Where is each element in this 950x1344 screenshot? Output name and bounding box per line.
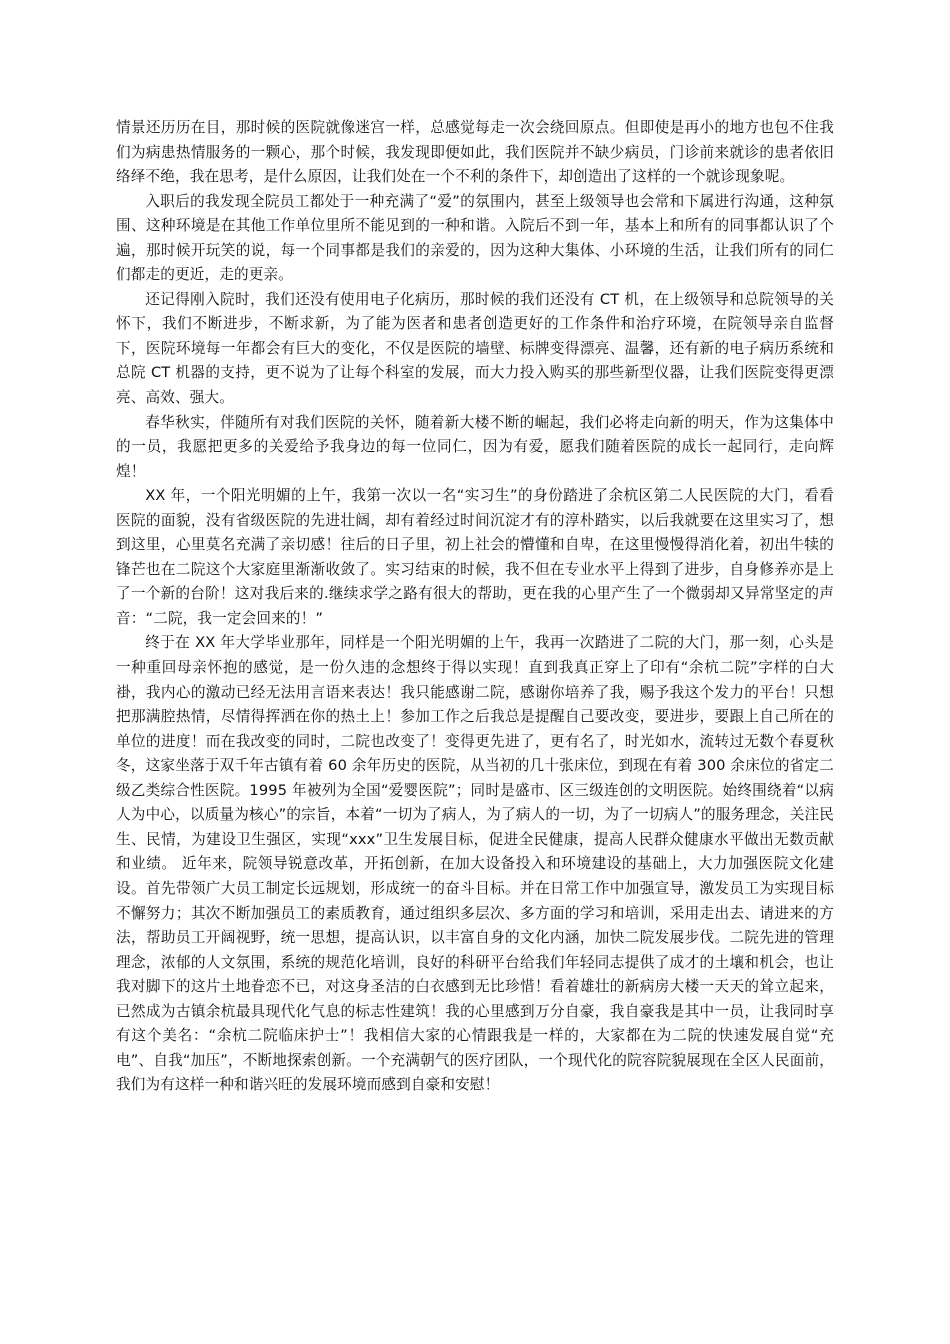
paragraph-5: XX 年，一个阳光明媚的上午，我第一次以一名“实习生”的身份踏进了余杭区第二人民医院的大门，看看医院的面貌，没有省级医院的先进壮阔，却有着经过时间沉淀才有的淳朴踏实，以后我就要在这里实习了，想到这里，心里莫名充满了亲切感！往后的日子里，初上社会的懵懂和自卑，在这里慢慢得消化着，初出牛犊的锋芒也在二院这个大家庭里渐渐收敛了。实习结束的时候，我不但在专业水平上得到了进步，自身修养亦是上了一个新的台阶！这对我后来的.继续求学之路有很大的帮助，更在我的心里产生了一个微弱却又异常坚定的声音：“二院，我一定会回来的！” [116,487,834,627]
paragraph-6: 终于在 XX 年大学毕业那年，同样是一个阳光明媚的上午，我再一次踏进了二院的大门，那一刻，心头是一种重回母亲怀抱的感觉，是一份久违的念想终于得以实现！直到我真正穿上了印有“余杭二院”字样的白大褂，我内心的激动已经无法用言语来表达！我只能感谢二院，感谢你培养了我，赐予我这个发力的平台！只想把那满腔热情，尽情得挥洒在你的热土上！参加工作之后我总是提醒自己要改变，要进步，要跟上自己所在的单位的进度！而在我改变的同时，二院也改变了！变得更先进了，更有名了，时光如水，流转过无数个春夏秋冬，这家坐落于双千年古镇有着 60 余年历史的医院，从当初的几十张床位，到现在有着 300 余床位的省定二级乙类综合性医院。1995 年被列为全国“爱婴医院”；同时是盛市、区三级连创的文明医院。始终围绕着“以病人为中心，以质量为核心”的宗旨，本着“一切为了病人，为了病人的一切，为了一切病人”的服务理念，关注民生、民情，为建设卫生强区，实现“xxx”卫生发展目标，促进全民健康，提高人民群众健康水平做出无数贡献和业绩。 近年来，院领导锐意改革，开拓创新，在加大设备投入和环境建设的基础上，大力加强医院文化建设。首先带领广大员工制定长远规划，形成统一的奋斗目标。并在日常工作中加强宣导，激发员工为实现目标不懈努力；其次不断加强员工的素质教育，通过组织多层次、多方面的学习和培训，采用走出去、请进来的方法，帮助员工开阔视野，统一思想，提高认识，以丰富自身的文化内涵，加快二院发展步伐。二院先进的管理理念，浓郁的人文氛围，系统的规范化培训，良好的科研平台给我们年轻同志提供了成才的土壤和机会，也让我对脚下的这片土地眷恋不已，对这身圣洁的白衣感到无比珍惜！看着雄壮的新病房大楼一天天的耸立起来，已然成为古镇余杭最具现代化气息的标志性建筑！我的心里感到万分自豪，我自豪我是其中一员，让我同时享有这个美名：“余杭二院临床护士”！我相信大家的心情跟我是一样的，大家都在为二院的快速发展自觉“充电”、自我“加压”，不断地探索创新。一个充满朝气的医疗团队，一个现代化的院容院貌展现在全区人民面前，我们为有这样一种和谐兴旺的发展环境而感到自豪和安慰！ [116,634,834,1094]
document-body [116,116,834,1098]
paragraph-2: 入职后的我发现全院员工都处于一种充满了“爱”的氛围内，甚至上级领导也会常和下属进行沟通，这种氛围、这种环境是在其他工作单位里所不能见到的一种和谐。入院后不到一年，基本上和所有的同事都认识了个遍，那时候开玩笑的说，每一个同事都是我们的亲爱的，因为这种大集体、小环境的生活，让我们所有的同仁们都走的更近，走的更亲。 [116,192,834,284]
paragraph-1: 情景还历历在目，那时候的医院就像迷宫一样，总感觉每走一次会绕回原点。但即使是再小的地方也包不住我们为病患热情服务的一颗心，那个时候，我发现即便如此，我们医院并不缺少病员，门诊前来就诊的患者依旧络绎不绝，我在思考，是什么原因，让我们处在一个不利的条件下，却创造出了这样的一个就诊现象呢。 [116,119,834,186]
paragraph-3: 还记得刚入院时，我们还没有使用电子化病历，那时候的我们还没有 CT 机，在上级领导和总院领导的关怀下，我们不断进步，不断求新，为了能为医者和患者创造更好的工作条件和治疗环境，在院领导亲自监督下，医院环境每一年都会有巨大的变化，不仅是医院的墙壁、标牌变得漂亮、温馨，还有新的电子病历系统和总院 CT 机器的支持，更不说为了让每个科室的发展，而大力投入购买的那些新型仪器，让我们医院变得更漂亮、高效、强大。 [116,290,834,407]
paragraph-4: 春华秋实，伴随所有对我们医院的关怀，随着新大楼不断的崛起，我们必将走向新的明天，作为这集体中的一员，我愿把更多的关爱给予我身边的每一位同仁，因为有爱，愿我们随着医院的成长一起同行，走向辉煌！ [116,413,834,480]
